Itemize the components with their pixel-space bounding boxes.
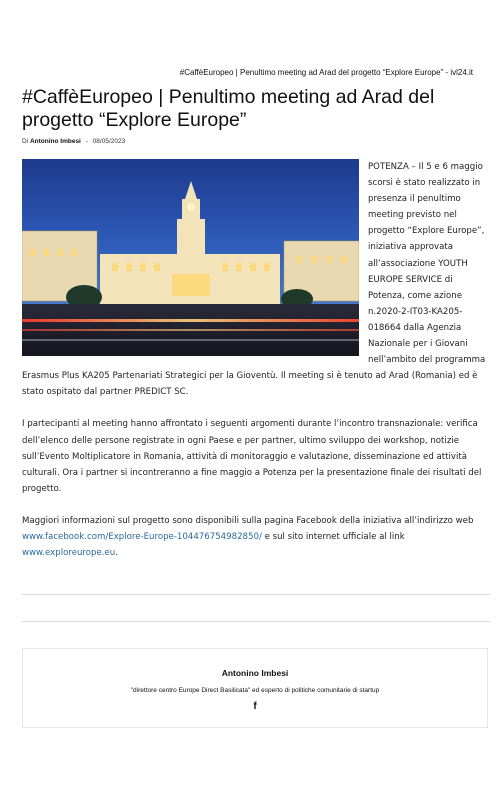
- author-link[interactable]: Antonino Imbesi: [29, 138, 81, 145]
- paragraph-intro: POTENZA – Il 5 e 6 maggio scorsi è stato realizzato in presenza il penultimo meeting previsto nel progetto “Explore Europe”, iniziativa approvata all’associazione YOUTH EUROPE SERVICE di Potenza, come azione n.2020-2-IT03-KA205-018664 dalla Agenzia Nazionale per i Giovani nell’ambito del programma Erasmus Plus KA205 Partenariati Strategici per la Gioventù. Il meeting si è tenuto ad Arad (Romania) ed è stato ospitato dal partner PREDICT SC.: [22, 162, 486, 398]
- paragraph-links: [22, 513, 488, 561]
- article-body: [22, 159, 488, 561]
- facebook-icon[interactable]: f: [253, 701, 257, 712]
- author-box-name: Antonino Imbesi: [221, 668, 289, 678]
- author-box: [22, 648, 488, 728]
- print-header: #CaffèEuropeo | Penultimo meeting ad Arad del progetto “Explore Europe” - ivl24.it: [179, 68, 473, 77]
- by-label: Di: [22, 138, 29, 145]
- paragraph-links-text-a: Maggiori informazioni sul progetto sono disponibili sulla pagina Facebook della iniziativa all’indirizzo web: [22, 515, 474, 526]
- divider-top: [22, 594, 490, 595]
- photo-spacer: [22, 159, 368, 360]
- article-meta: [22, 138, 125, 145]
- facebook-page-link[interactable]: www.facebook.com/Explore-Europe-104476754982850/: [22, 531, 262, 542]
- article-date: 08/05/2023: [92, 138, 126, 145]
- paragraph-topics: I partecipanti al meeting hanno affrontato i seguenti argomenti durante l’incontro transnazionale: verifica dell’elenco delle persone registrate in ogni Paese e per partner, ultimo sviluppo dei workshop, notizie sull’Evento Moltiplicatore in Romania, attività di monitoraggio e valutazione, disseminazione ed attività culturali. Ora i partner si incontreranno a fine maggio a Potenza per la presentazione finale dei risultati del progetto.: [22, 419, 482, 494]
- official-site-link[interactable]: www.exploreurope.eu: [22, 548, 116, 559]
- author-box-bio: "direttore centro Europe Direct Basilicata" ed esperto di politiche comunitarie di startup: [130, 687, 380, 694]
- date-separator: -: [85, 138, 88, 145]
- article-title: #CaffèEuropeo | Penultimo meeting ad Arad del progetto “Explore Europe”: [22, 86, 435, 131]
- divider-bottom: [22, 621, 490, 622]
- paragraph-links-text-c: .: [115, 548, 118, 559]
- paragraph-links-text-b: e sul sito internet ufficiale al link: [261, 531, 405, 542]
